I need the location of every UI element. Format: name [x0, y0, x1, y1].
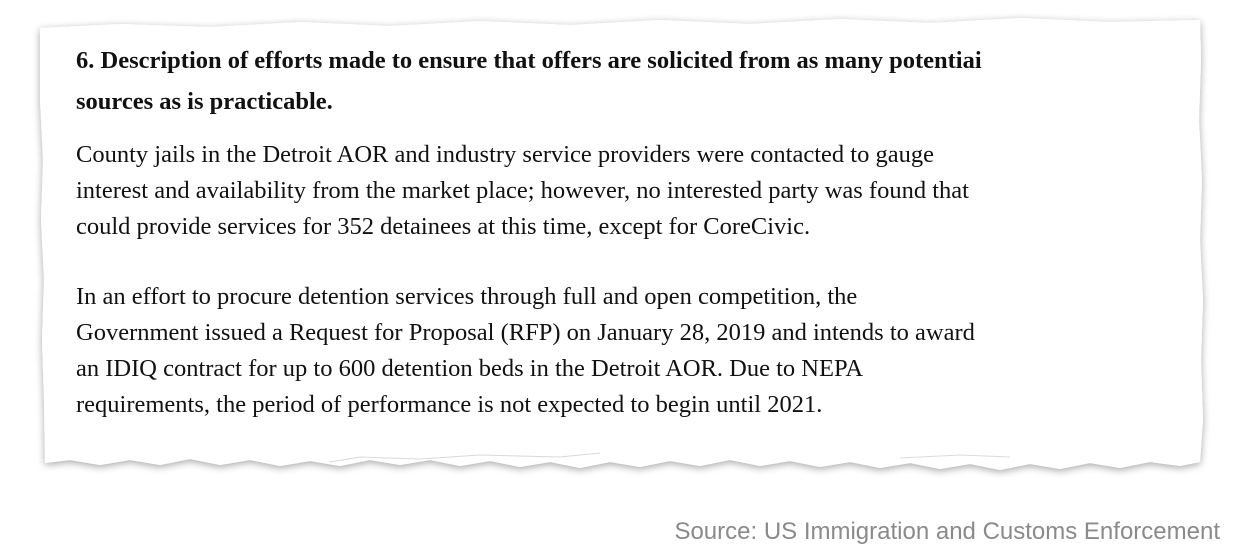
paragraph-1-line-2: interest and availability from the market place; however, no interested party was found that [76, 177, 969, 204]
section-heading-line-1: 6. Description of efforts made to ensure that offers are solicited from as many potentiai [76, 47, 982, 74]
paragraph-1-line-1: County jails in the Detroit AOR and industry service providers were contacted to gauge [76, 141, 934, 168]
document-text [76, 40, 1196, 423]
paragraph-outreach [76, 137, 1196, 245]
section-heading-line-2: sources as is practicable. [76, 88, 333, 115]
paragraph-2-line-4: requirements, the period of performance is not expected to begin until 2021. [76, 391, 823, 418]
paragraph-2-line-3: an IDIQ contract for up to 600 detention beds in the Detroit AOR. Due to NEPA [76, 355, 864, 382]
paragraph-2-line-2: Government issued a Request for Proposal (RFP) on January 28, 2019 and intends to award [76, 319, 975, 346]
paragraph-1-line-3: could provide services for 352 detainees at this time, except for CoreCivic. [76, 213, 811, 240]
paragraph-2-line-1: In an effort to procure detention services through full and open competition, the [76, 283, 858, 310]
source-caption: Source: US Immigration and Customs Enforcement [674, 518, 1220, 545]
section-heading [76, 40, 1196, 122]
paragraph-rfp [76, 279, 1196, 423]
